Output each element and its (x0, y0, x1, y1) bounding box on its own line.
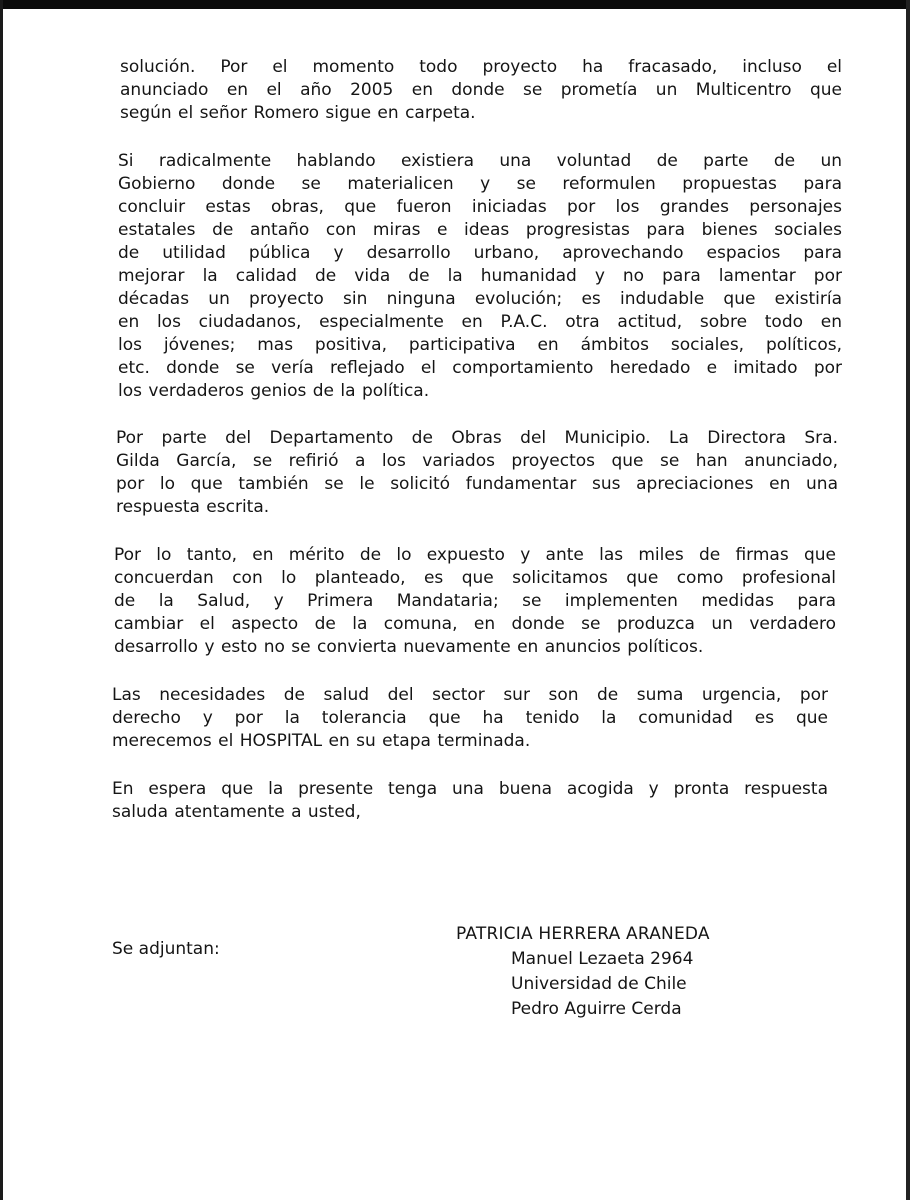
paragraph-health-needs (112, 684, 828, 753)
paragraph-request (114, 544, 836, 659)
text-line: Gilda García, se refirió a los variados proyectos que se han anunciado, (116, 451, 838, 471)
text-line: décadas un proyecto sin ninguna evolución; es indudable que existiría (118, 289, 842, 309)
signer-name: PATRICIA HERRERA ARANEDA (456, 924, 710, 944)
scan-border-right (906, 0, 910, 1200)
text-line: Por lo tanto, en mérito de lo expuesto y ante las miles de firmas que (114, 545, 836, 565)
text-line: derecho y por la tolerancia que ha tenido la comunidad es que (112, 708, 828, 728)
paragraph-government-will (118, 150, 842, 403)
text-line: según el señor Romero sigue en carpeta. (120, 103, 476, 123)
text-line: En espera que la presente tenga una buena acogida y pronta respuesta (112, 779, 828, 799)
signer-address-line: Universidad de Chile (511, 974, 687, 994)
text-line: de utilidad pública y desarrollo urbano, aprovechando espacios para (118, 243, 842, 263)
text-line: Gobierno donde se materialicen y se reformulen propuestas para (118, 174, 842, 194)
text-line: de la Salud, y Primera Mandataria; se implementen medidas para (114, 591, 836, 611)
text-line: estatales de antaño con miras e ideas progresistas para bienes sociales (118, 220, 842, 240)
text-line: saluda atentamente a usted, (112, 802, 361, 822)
text-line: en los ciudadanos, especialmente en P.A.C. otra actitud, sobre todo en (118, 312, 842, 332)
scan-border-top (0, 0, 910, 9)
text-line: solución. Por el momento todo proyecto ha fracasado, incluso el (120, 57, 842, 77)
paragraph-closing (112, 778, 828, 824)
text-line: cambiar el aspecto de la comuna, en donde se produzca un verdadero (114, 614, 836, 634)
text-line: merecemos el HOSPITAL en su etapa terminada. (112, 731, 531, 751)
scan-border-left (0, 0, 3, 1200)
text-line: Las necesidades de salud del sector sur son de suma urgencia, por (112, 685, 828, 705)
text-line: concuerdan con lo planteado, es que solicitamos que como profesional (114, 568, 836, 588)
signer-address-line: Manuel Lezaeta 2964 (511, 949, 694, 969)
text-line: los jóvenes; mas positiva, participativa en ámbitos sociales, políticos, (118, 335, 842, 355)
signer-address-line: Pedro Aguirre Cerda (511, 999, 682, 1019)
signature-block (456, 922, 710, 1022)
text-line: por lo que también se le solicitó fundamentar sus apreciaciones en una (116, 474, 838, 494)
text-line: los verdaderos genios de la política. (118, 381, 430, 401)
paragraph-solution (120, 56, 842, 125)
enclosure-label: Se adjuntan: (112, 939, 220, 959)
text-line: etc. donde se vería reflejado el comportamiento heredado e imitado por (118, 358, 842, 378)
text-line: Por parte del Departamento de Obras del Municipio. La Directora Sra. (116, 428, 838, 448)
text-line: Si radicalmente hablando existiera una voluntad de parte de un (118, 151, 842, 171)
text-line: desarrollo y esto no se convierta nuevamente en anuncios políticos. (114, 637, 704, 657)
text-line: mejorar la calidad de vida de la humanidad y no para lamentar por (118, 266, 842, 286)
text-line: concluir estas obras, que fueron iniciadas por los grandes personajes (118, 197, 842, 217)
paragraph-works-department (116, 427, 838, 519)
text-line: respuesta escrita. (116, 497, 270, 517)
text-line: anunciado en el año 2005 en donde se prometía un Multicentro que (120, 80, 842, 100)
